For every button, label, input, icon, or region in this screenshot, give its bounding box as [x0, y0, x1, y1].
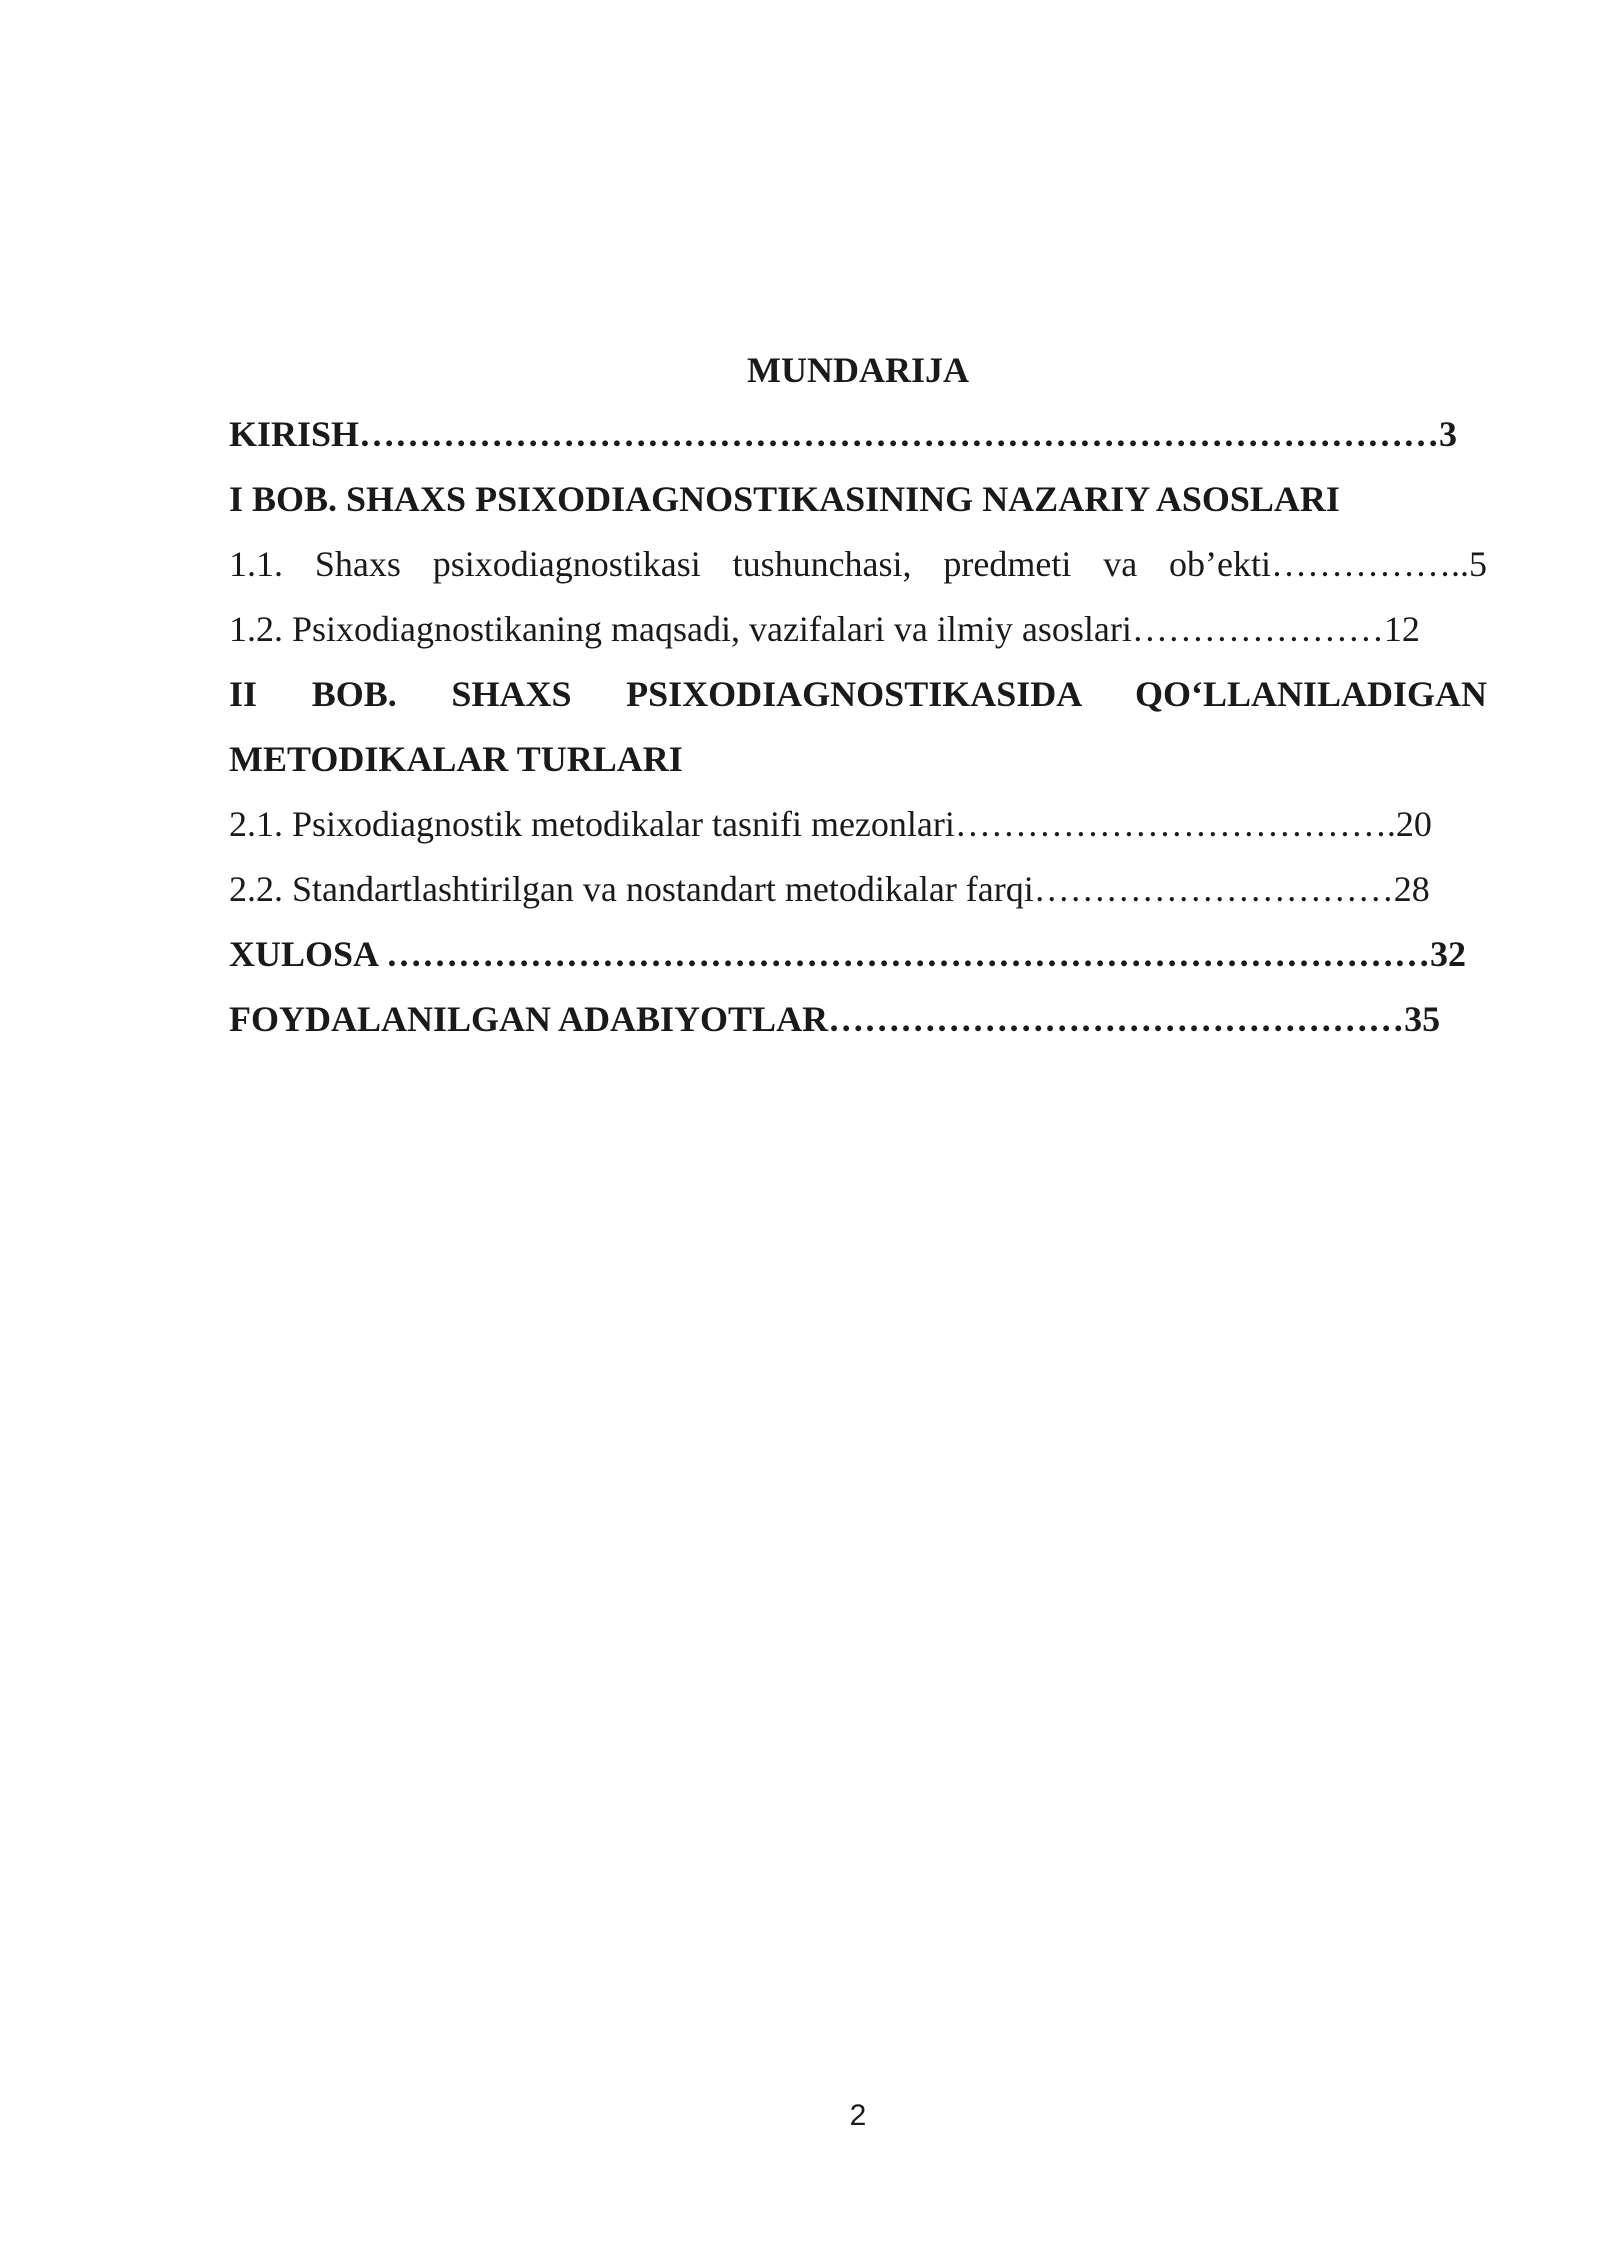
page-number: 2 — [849, 2099, 867, 2132]
toc-entry-section-1-2: 1.2. Psixodiagnostikaning maqsadi, vazifalari va ilmiy asoslari…………………12 — [229, 609, 1420, 649]
toc-entry-chapter-1: I BOB. SHAXS PSIXODIAGNOSTIKASINING NAZARIY ASOSLARI — [229, 479, 1340, 519]
toc-entry-xulosa: XULOSA ……………………………………………………………………………32 — [229, 934, 1467, 974]
toc-entry-references: FOYDALANILGAN ADABIYOTLAR…………………………………………35 — [229, 999, 1441, 1039]
toc-entry-section-2-1: 2.1. Psixodiagnostik metodikalar tasnifi mezonlari……………………………….20 — [229, 804, 1432, 844]
toc-entry-chapter-2-cont: METODIKALAR TURLARI — [229, 739, 683, 779]
toc-entry-section-2-2: 2.2. Standartlashtirilgan va nostandart metodikalar farqi…………………………28 — [229, 869, 1430, 909]
toc-entry-section-1-1: 1.1. Shaxs psixodiagnostikasi tushunchasi, predmeti va ob’ekti……………..5 — [229, 544, 1487, 584]
toc-entry-chapter-2: II BOB. SHAXS PSIXODIAGNOSTIKASIDA QO‘LLANILADIGAN — [229, 674, 1487, 714]
toc-heading: MUNDARIJA — [747, 350, 969, 390]
toc-entry-kirish: KIRISH………………………………………………………………………………3 — [229, 414, 1458, 454]
